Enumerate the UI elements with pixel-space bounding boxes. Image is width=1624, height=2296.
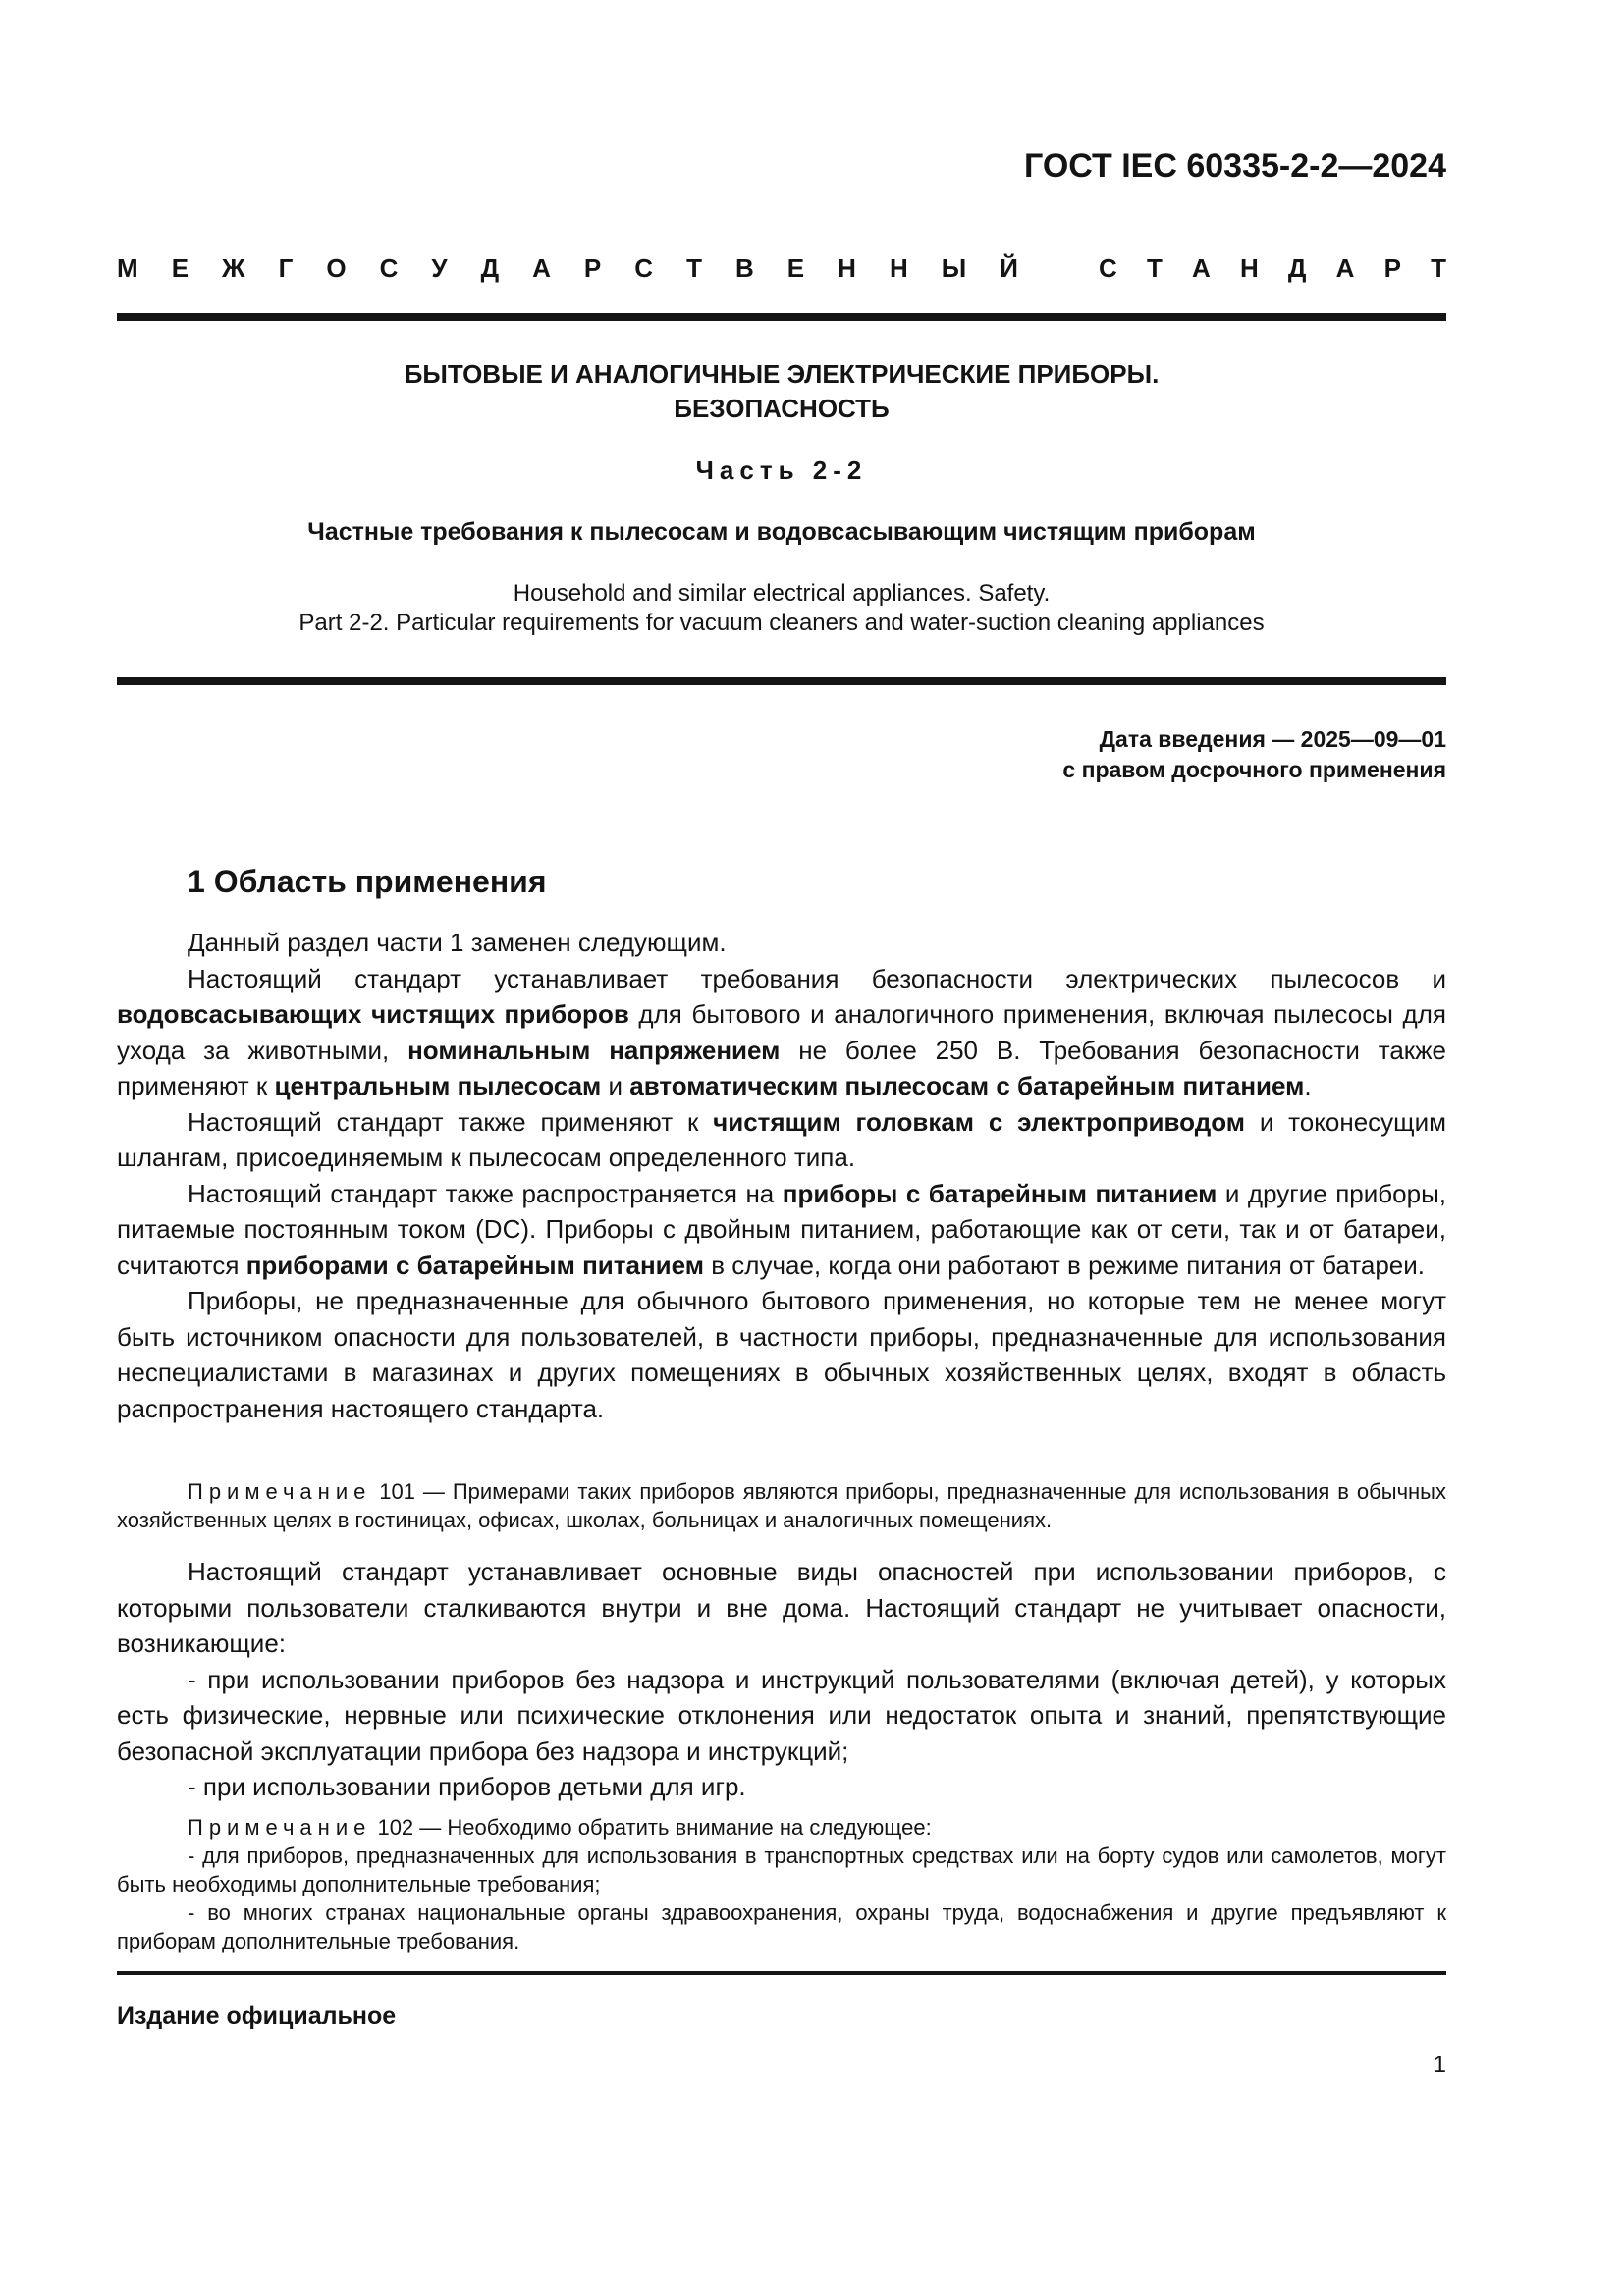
paragraph-5: Приборы, не предназначенные для обычного бытового применения, но которые тем не менее могут быть источником опасности для пользователей, в частности приборы, предназначенные для использования неспециалистами в магазинах и других помещениях в обычных хозяйственных целях, входят в область распространения настоящего стандарта. <box>117 1286 1446 1423</box>
page-number: 1 <box>1433 2052 1446 2078</box>
english-title-line-2: Part 2-2. Particular requirements for vacuum cleaners and water-suction cleaning appliances <box>298 610 1265 636</box>
part-label: Часть 2-2 <box>695 455 868 485</box>
top-rule <box>117 313 1446 321</box>
note-102-item-2: - во многих странах национальные органы здравоохранения, охраны труда, водоснабжения и другие предъявляют к приборам дополнительные требования. <box>117 1900 1446 1953</box>
term-bold: водовсасывающих чистящих приборов <box>117 999 629 1029</box>
banner-letter: Д <box>1287 253 1307 283</box>
text-run: и другие приборы, питаемые постоянным током (DC). Приборы с двойным питанием, работающие как от сети, так и от батареи, считаются <box>117 1178 1446 1280</box>
banner-letter: Т <box>1431 253 1446 283</box>
paragraph-1: Данный раздел части 1 заменен следующим. <box>188 928 727 957</box>
note-label: Примечание <box>188 1815 372 1840</box>
banner-letter: С <box>634 253 654 283</box>
note-102 <box>117 1813 1446 1955</box>
note-101-text <box>117 1477 1446 1534</box>
official-edition-label: Издание официальное <box>117 2002 397 2030</box>
note-102-text <box>117 1813 1446 1842</box>
term-bold: автоматическим пылесосам с батарейным питанием <box>629 1071 1305 1100</box>
banner-letter: С <box>1099 253 1117 283</box>
text-run: Настоящий стандарт устанавливает требования безопасности электрических пылесосов и <box>188 963 1446 993</box>
paragraph-6: Настоящий стандарт устанавливает основные виды опасностей при использовании приборов, с которыми пользователи сталкиваются внутри и вне дома. Настоящий стандарт не учитывает опасности, возникающие: <box>117 1557 1446 1658</box>
document-subtitle: Частные требования к пылесосам и водовсасывающим чистящим приборам <box>307 518 1256 546</box>
banner-letter: О <box>326 253 347 283</box>
title-bottom-rule <box>117 677 1446 685</box>
banner-letter: А <box>532 253 551 283</box>
text-run: Настоящий стандарт также распространяется на <box>188 1178 783 1208</box>
banner-letter: Ж <box>222 253 245 283</box>
early-application-note: с правом досрочного применения <box>1062 757 1446 782</box>
document-title <box>117 357 1446 426</box>
banner-letter: М <box>117 253 138 283</box>
term-bold: номинальным напряжением <box>407 1035 781 1065</box>
standard-code: ГОСТ IEC 60335-2-2—2024 <box>1024 147 1446 185</box>
list-item-1: - при использовании приборов без надзора и инструкций пользователями (включая детей), у которых есть физические, нервные или психические отклонения или недостаток опыта и знаний, препятствующие безопасной эксплуатации прибора без надзора и инструкций; <box>117 1664 1446 1766</box>
banner-letter: У <box>431 253 448 283</box>
banner-word-standard <box>1099 253 1446 284</box>
interstate-standard-banner <box>117 253 1446 284</box>
introduction-date: Дата введения — 2025—09—01 <box>1099 726 1446 752</box>
scope-text-block-1 <box>117 925 1446 1426</box>
banner-letter: Н <box>889 253 908 283</box>
banner-letter: Г <box>278 253 294 283</box>
list-item-2: - при использовании приборов детьми для игр. <box>188 1772 746 1801</box>
english-title <box>117 579 1446 638</box>
note-102-body: 102 — Необходимо обратить внимание на следующее: <box>371 1815 932 1840</box>
term-bold: центральным пылесосам <box>274 1071 602 1100</box>
banner-letter: Т <box>686 253 702 283</box>
note-101 <box>117 1477 1446 1534</box>
english-title-line-1: Household and similar electrical appliances. Safety. <box>513 580 1051 607</box>
scope-text-block-2 <box>117 1554 1446 1805</box>
banner-letter: Ы <box>941 253 967 283</box>
text-run: в случае, когда они работают в режиме питания от батареи. <box>704 1250 1426 1280</box>
title-line-1: БЫТОВЫЕ И АНАЛОГИЧНЫЕ ЭЛЕКТРИЧЕСКИЕ ПРИБОРЫ. <box>404 359 1160 389</box>
banner-letter: С <box>379 253 399 283</box>
banner-letter: Д <box>480 253 500 283</box>
banner-letter: Е <box>786 253 805 283</box>
text-run: не более 250 В. Требования безопасности также применяют к <box>117 1035 1447 1100</box>
banner-word-interstate <box>117 253 1018 284</box>
text-run: для бытового и аналогичного применения, включая пылесосы для ухода за животными, <box>117 999 1446 1065</box>
text-run: и <box>601 1071 630 1100</box>
introduction-date-block <box>1062 724 1446 785</box>
banner-letter: А <box>1192 253 1211 283</box>
banner-letter: Й <box>1000 253 1018 283</box>
paragraph-2 <box>117 961 1446 1104</box>
banner-letter: А <box>1335 253 1355 283</box>
banner-letter: Т <box>1146 253 1163 283</box>
banner-letter: Е <box>171 253 189 283</box>
text-run: и токонесущим шлангам, присоединяемым к пылесосам определенного типа. <box>117 1106 1446 1172</box>
paragraph-3 <box>117 1104 1446 1176</box>
term-bold: чистящим головкам с электроприводом <box>713 1106 1245 1137</box>
title-line-2: БЕЗОПАСНОСТЬ <box>674 394 890 423</box>
note-label: Примечание <box>188 1479 372 1504</box>
footer-rule <box>117 1971 1446 1975</box>
note-102-item-1: - для приборов, предназначенных для использования в транспортных средствах или на борту судов или самолетов, могут быть необходимы дополнительные требования; <box>117 1843 1446 1896</box>
note-101-body: 101 — Примерами таких приборов являются приборы, предназначенные для использования в обычных хозяйственных целях в гостиницах, офисах, школах, больницах и аналогичных помещениях. <box>117 1479 1446 1532</box>
banner-letter: Н <box>838 253 856 283</box>
term-bold: приборы с батарейным питанием <box>782 1178 1218 1208</box>
banner-letter: Р <box>583 253 602 283</box>
banner-letter: Р <box>1383 253 1401 283</box>
paragraph-4 <box>117 1176 1446 1284</box>
banner-letter: Н <box>1239 253 1259 283</box>
section-heading: 1 Область применения <box>188 864 547 899</box>
term-bold: приборами с батарейным питанием <box>245 1250 705 1280</box>
text-run: . <box>1304 1071 1312 1100</box>
banner-letter: В <box>734 253 754 283</box>
text-run: Настоящий стандарт также применяют к <box>188 1106 714 1137</box>
